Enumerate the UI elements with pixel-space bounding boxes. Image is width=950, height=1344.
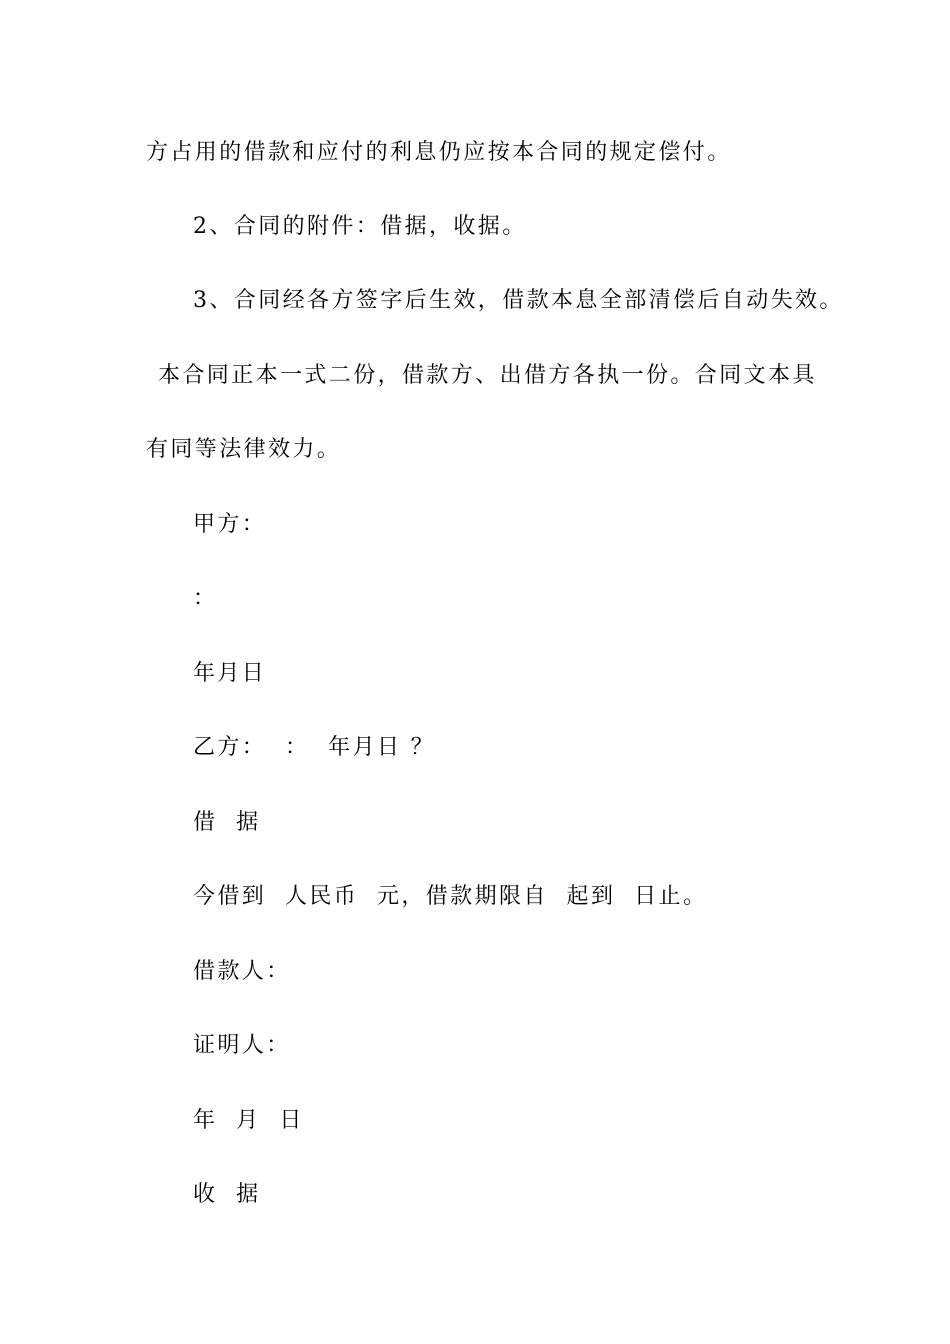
clause-2-attachments: 2、合同的附件：借据，收据。 <box>193 214 527 239</box>
receipt-title: 收 据 <box>193 1182 261 1207</box>
borrower-label: 借款人： <box>193 959 291 984</box>
party-b-line: 乙方： ： 年月日 ？ <box>193 735 436 760</box>
paragraph-line-repayment: 方占用的借款和应付的利息仍应按本合同的规定偿付。 <box>146 140 732 165</box>
copies-clause-line-2: 有同等法律效力。 <box>146 437 342 462</box>
clause-3-effectiveness: 3、合同经各方签字后生效，借款本息全部清偿后自动失效。 <box>193 288 844 313</box>
witness-label: 证明人： <box>193 1033 291 1058</box>
iou-title: 借 据 <box>193 810 261 835</box>
iou-date: 年 月 日 <box>193 1108 304 1133</box>
copies-clause-line-1: 本合同正本一式二份，借款方、出借方各执一份。合同文本具 <box>158 363 817 388</box>
party-a-date: 年月日 <box>193 661 267 686</box>
iou-body: 今借到 人民币 元，借款期限自 起到 日止。 <box>193 884 708 909</box>
party-a-label: 甲方： <box>193 512 267 537</box>
party-a-field: ： <box>193 586 218 611</box>
